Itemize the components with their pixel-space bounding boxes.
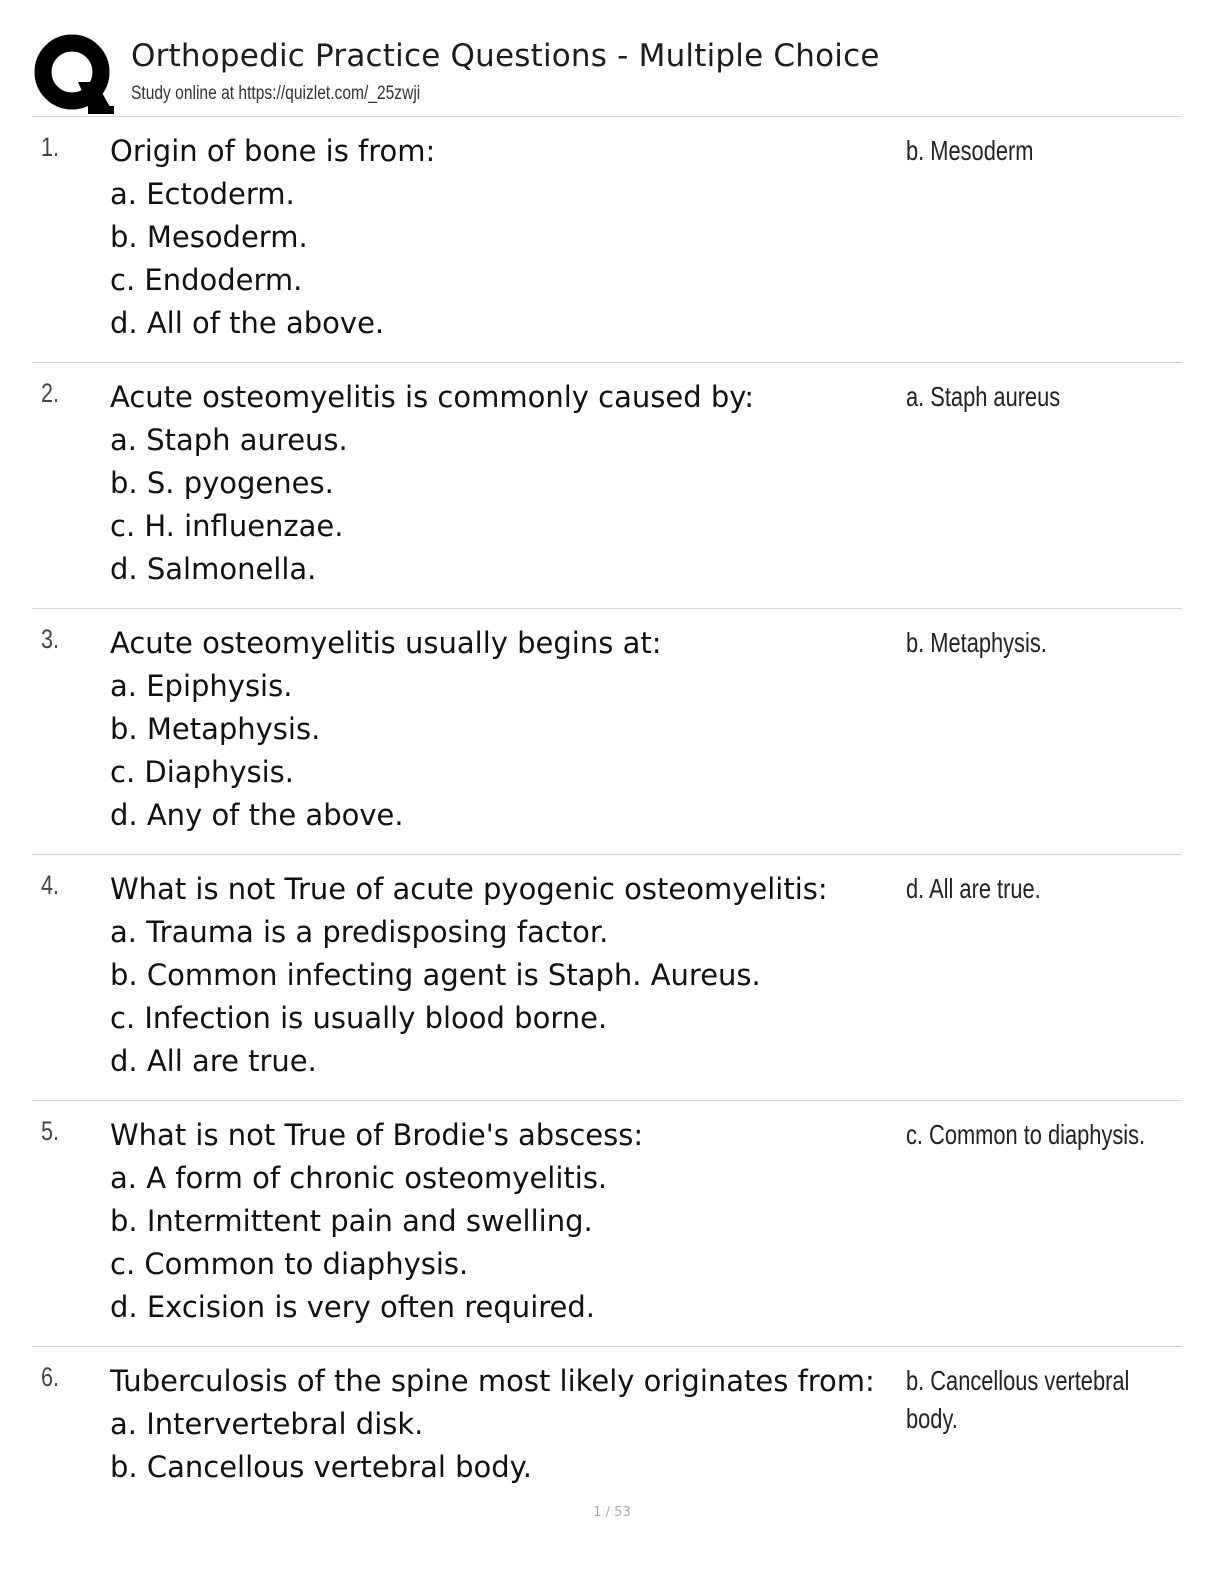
question-text: Acute osteomyelitis usually begins at: [110, 626, 662, 660]
page-header [30, 28, 1180, 118]
question-number: 2. [41, 378, 60, 408]
option: b. Metaphysis. [110, 712, 321, 746]
question-number: 5. [41, 1116, 60, 1146]
answer: b. Cancellous vertebral body. [906, 1365, 1130, 1434]
option: d. Excision is very often required. [110, 1290, 595, 1324]
question-text: What is not True of acute pyogenic osteomyelitis: [110, 872, 828, 906]
option: c. Common to diaphysis. [110, 1247, 469, 1281]
answer: b. Metaphysis. [906, 627, 1047, 658]
question-body [110, 1114, 910, 1329]
option: d. All are true. [110, 1044, 317, 1078]
question-body [110, 130, 910, 345]
answer: d. All are true. [906, 873, 1041, 904]
option: d. Any of the above. [110, 798, 404, 832]
divider [32, 1100, 1182, 1101]
page-number: 1 / 53 [593, 1505, 631, 1520]
divider [32, 362, 1182, 363]
option: a. Intervertebral disk. [110, 1407, 424, 1441]
question-body [110, 868, 910, 1083]
question-text: Origin of bone is from: [110, 134, 436, 168]
option: a. Epiphysis. [110, 669, 293, 703]
question-number: 6. [41, 1362, 60, 1392]
option: b. S. pyogenes. [110, 466, 334, 500]
question-body [110, 376, 910, 591]
option: b. Cancellous vertebral body. [110, 1450, 532, 1484]
divider [32, 1346, 1182, 1347]
divider [32, 854, 1182, 855]
divider [32, 116, 1182, 117]
document-title: Orthopedic Practice Questions - Multiple Choice [131, 38, 880, 74]
option: c. Diaphysis. [110, 755, 294, 789]
study-online-link[interactable]: Study online at https://quizlet.com/_25zwji [131, 83, 421, 104]
option: a. Staph aureus. [110, 423, 348, 457]
option: b. Common infecting agent is Staph. Aureus. [110, 958, 761, 992]
option: c. Infection is usually blood borne. [110, 1001, 608, 1035]
question-body [110, 1360, 910, 1489]
option: a. A form of chronic osteomyelitis. [110, 1161, 608, 1195]
question-number: 1. [41, 132, 60, 162]
question-text: Tuberculosis of the spine most likely originates from: [110, 1364, 875, 1398]
question-number: 3. [41, 624, 60, 654]
answer: a. Staph aureus [906, 381, 1061, 412]
answer: b. Mesoderm [906, 135, 1034, 166]
option: b. Mesoderm. [110, 220, 308, 254]
divider [32, 608, 1182, 609]
question-body [110, 622, 910, 837]
option: c. Endoderm. [110, 263, 303, 297]
option: b. Intermittent pain and swelling. [110, 1204, 593, 1238]
option: a. Trauma is a predisposing factor. [110, 915, 609, 949]
option: d. Salmonella. [110, 552, 317, 586]
question-number: 4. [41, 870, 60, 900]
question-text: What is not True of Brodie's abscess: [110, 1118, 644, 1152]
question-text: Acute osteomyelitis is commonly caused by: [110, 380, 755, 414]
answer: c. Common to diaphysis. [906, 1119, 1146, 1150]
option: d. All of the above. [110, 306, 385, 340]
option: a. Ectoderm. [110, 177, 295, 211]
quizlet-logo-icon [34, 34, 114, 114]
option: c. H. influenzae. [110, 509, 344, 543]
